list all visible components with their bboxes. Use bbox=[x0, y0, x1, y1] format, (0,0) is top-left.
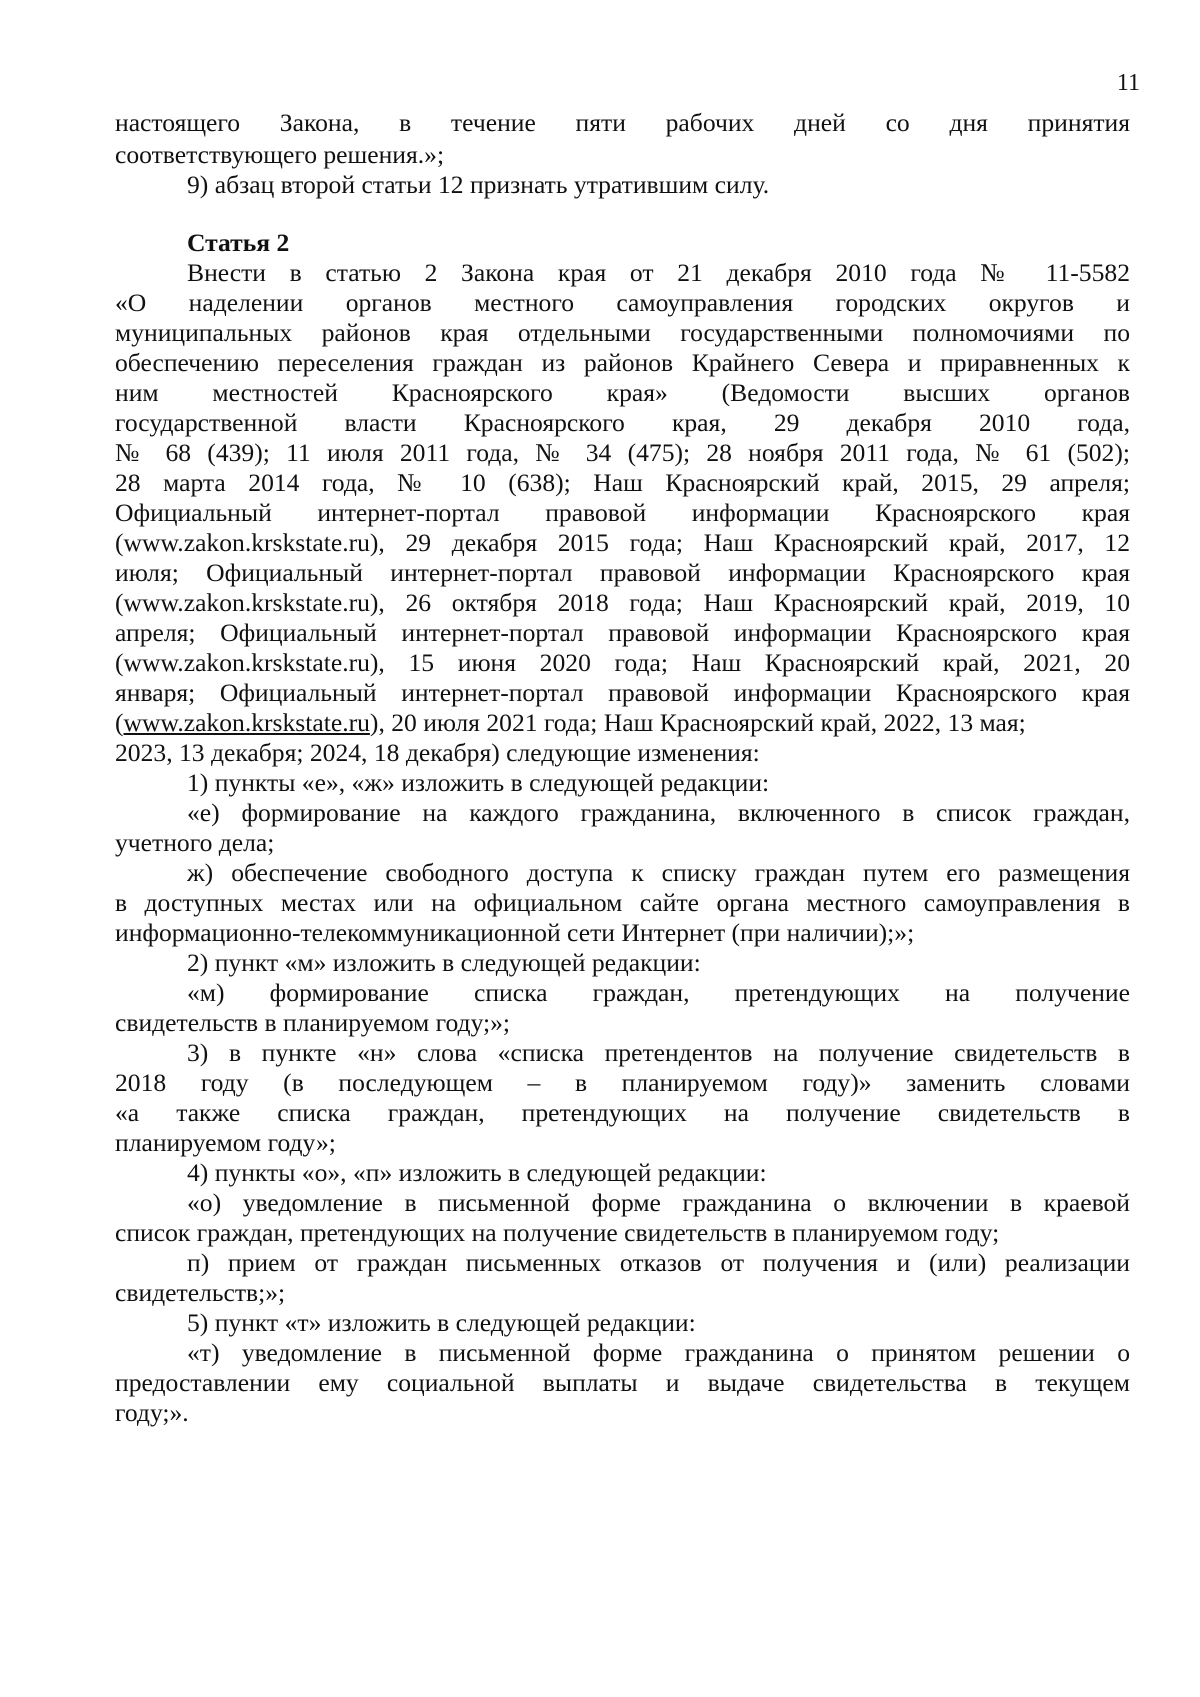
text-line: 4) пункты «о», «п» изложить в следующей редакции: bbox=[187, 1158, 767, 1187]
text-line: июля; Официальный интернет-портал правовой информации Красноярского края bbox=[115, 558, 1130, 587]
text-line: муниципальных районов края отдельными государственными полномочиями по bbox=[115, 318, 1130, 347]
text-line: государственной власти Красноярского края, 29 декабря 2010 года, bbox=[115, 408, 1130, 437]
text-line-with-link bbox=[115, 707, 1130, 739]
article-heading: Статья 2 bbox=[187, 228, 290, 257]
zakon-link[interactable]: www.zakon.krskstate.ru bbox=[123, 708, 370, 737]
text-line: ж) обеспечение свободного доступа к списку граждан путем его размещения bbox=[187, 858, 1130, 887]
text-line: учетного дела; bbox=[115, 828, 275, 857]
text-line: «о) уведомление в письменной форме гражданина о включении в краевой bbox=[187, 1188, 1130, 1217]
text-line: 9) абзац второй статьи 12 признать утратившим силу. bbox=[187, 170, 770, 199]
text-line: «м) формирование списка граждан, претендующих на получение bbox=[187, 978, 1130, 1007]
text-line: «О наделении органов местного самоуправления городских округов и bbox=[115, 288, 1130, 317]
text-line: № 68 (439); 11 июля 2011 года, № 34 (475); 28 ноября 2011 года, № 61 (502); bbox=[115, 438, 1130, 467]
text-line: ним местностей Красноярского края» (Ведомости высших органов bbox=[115, 378, 1130, 407]
text-line: настоящего Закона, в течение пяти рабочих дней со дня принятия bbox=[115, 108, 1130, 137]
text-line: января; Официальный интернет-портал правовой информации Красноярского края bbox=[115, 678, 1130, 707]
page-number: 11 bbox=[1116, 70, 1140, 96]
text-line: 28 марта 2014 года, № 10 (638); Наш Красноярский край, 2015, 29 апреля; bbox=[115, 468, 1130, 497]
text-line: 2) пункт «м» изложить в следующей редакции: bbox=[187, 948, 701, 977]
text-line: свидетельств в планируемом году;»; bbox=[115, 1008, 511, 1037]
link-prefix: ( bbox=[115, 708, 124, 737]
text-line: (www.zakon.krskstate.ru), 15 июня 2020 года; Наш Красноярский край, 2021, 20 bbox=[115, 648, 1130, 677]
text-line: «а также списка граждан, претендующих на получение свидетельств в bbox=[115, 1098, 1130, 1127]
text-line: 3) в пункте «н» слова «списка претендентов на получение свидетельств в bbox=[187, 1038, 1130, 1067]
text-line-rest: ), 20 июля 2021 года; Наш Красноярский край, 2022, 13 мая; bbox=[369, 708, 1026, 737]
text-line: планируемом году»; bbox=[115, 1128, 336, 1157]
text-line: Внести в статью 2 Закона края от 21 декабря 2010 года № 11-5582 bbox=[187, 258, 1130, 287]
text-line: обеспечению переселения граждан из районов Крайнего Севера и приравненных к bbox=[115, 348, 1130, 377]
text-line: Официальный интернет-портал правовой информации Красноярского края bbox=[115, 498, 1130, 527]
text-line: свидетельств;»; bbox=[115, 1278, 286, 1307]
text-line: список граждан, претендующих на получение свидетельств в планируемом году; bbox=[115, 1218, 1000, 1247]
text-line: информационно-телекоммуникационной сети Интернет (при наличии);»; bbox=[115, 918, 915, 947]
text-line: 2018 году (в последующем – в планируемом году)» заменить словами bbox=[115, 1068, 1130, 1097]
text-line: 1) пункты «е», «ж» изложить в следующей редакции: bbox=[187, 768, 770, 797]
text-line: «е) формирование на каждого гражданина, включенного в список граждан, bbox=[187, 798, 1130, 827]
text-line: (www.zakon.krskstate.ru), 26 октября 2018 года; Наш Красноярский край, 2019, 10 bbox=[115, 588, 1130, 617]
text-line: предоставлении ему социальной выплаты и выдаче свидетельства в текущем bbox=[115, 1368, 1130, 1397]
text-line: соответствующего решения.»; bbox=[115, 140, 445, 169]
text-line: п) прием от граждан письменных отказов от получения и (или) реализации bbox=[187, 1248, 1130, 1277]
text-line: в доступных местах или на официальном сайте органа местного самоуправления в bbox=[115, 888, 1130, 917]
text-line: «т) уведомление в письменной форме гражданина о принятом решении о bbox=[187, 1338, 1130, 1367]
text-line: году;». bbox=[115, 1398, 189, 1427]
text-line: 5) пункт «т» изложить в следующей редакции: bbox=[187, 1308, 696, 1337]
text-line: апреля; Официальный интернет-портал правовой информации Красноярского края bbox=[115, 618, 1130, 647]
text-line: (www.zakon.krskstate.ru), 29 декабря 2015 года; Наш Красноярский край, 2017, 12 bbox=[115, 528, 1130, 557]
text-line: 2023, 13 декабря; 2024, 18 декабря) следующие изменения: bbox=[115, 738, 760, 767]
